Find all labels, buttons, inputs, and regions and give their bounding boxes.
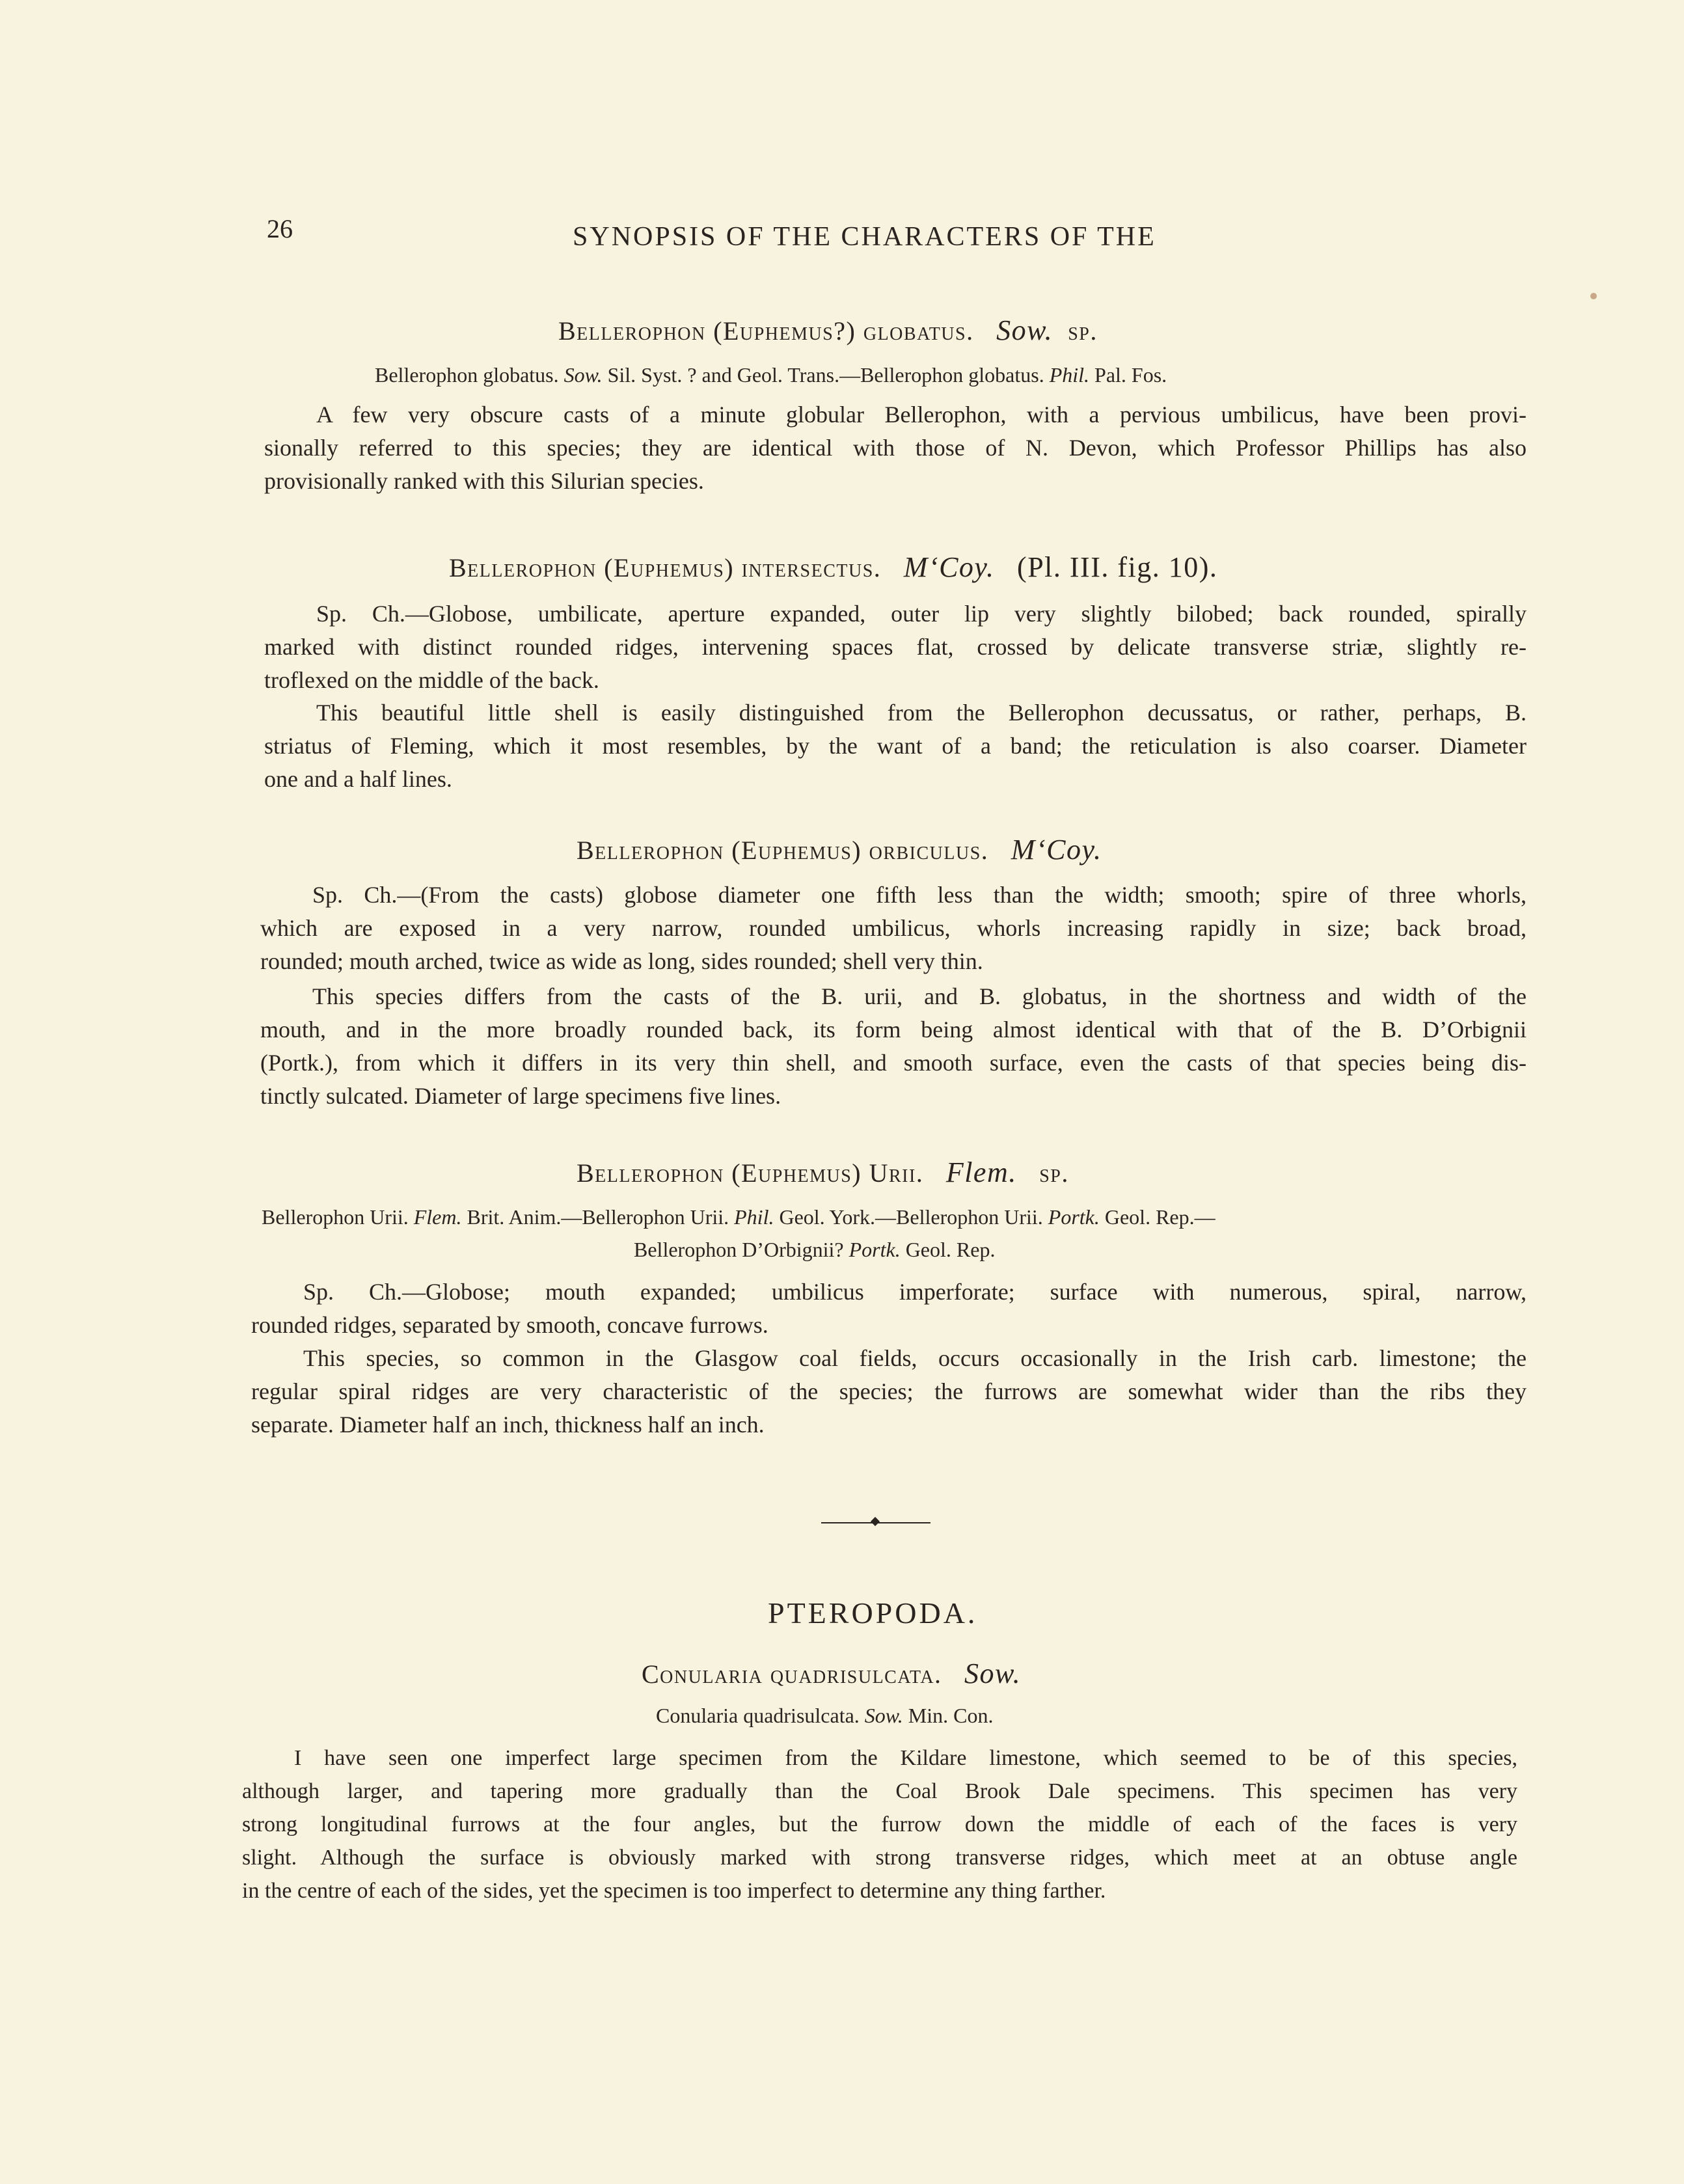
text-line: tinctly sulcated. Diameter of large specimens five lines. xyxy=(260,1083,781,1109)
text-line: rounded; mouth arched, twice as wide as long, sides rounded; shell very thin. xyxy=(260,948,983,974)
text-line: which are exposed in a very narrow, rounded umbilicus, whorls increasing rapidly in size; back broad, xyxy=(260,915,1527,941)
species-heading-conularia xyxy=(642,1657,1021,1690)
synonym-text: Conularia quadrisulcata. xyxy=(656,1704,865,1727)
section-title: PTEROPODA. xyxy=(768,1596,978,1630)
synonym-author: Flem. xyxy=(413,1205,462,1229)
synonym-author: Phil. xyxy=(734,1205,774,1229)
page-blemish xyxy=(1590,293,1597,299)
species-name: Bellerophon (Euphemus?) globatus. xyxy=(558,316,974,346)
paragraph xyxy=(251,1276,1527,1342)
synonymy-urii xyxy=(262,1205,1215,1229)
text-line: mouth, and in the more broadly rounded back, its form being almost identical with that of the B. D’Orbignii xyxy=(260,1017,1527,1043)
running-head: SYNOPSIS OF THE CHARACTERS OF THE xyxy=(573,222,1156,252)
text-line: Sp. Ch.—Globose, umbilicate, aperture expanded, outer lip very slightly bilobed; back rounded, spirally xyxy=(316,601,1527,627)
text-line: (Portk.), from which it differs in its very thin shell, and smooth surface, even the casts of that species being dis- xyxy=(260,1050,1527,1076)
species-author: Sow. xyxy=(964,1658,1022,1689)
text-line: slight. Although the surface is obviously marked with strong transverse ridges, which meet at an obtuse angle xyxy=(242,1846,1517,1870)
synonymy-globatus xyxy=(375,363,1167,387)
synonym-text: Geol. Rep. xyxy=(900,1238,996,1261)
species-name: Conularia quadrisulcata. xyxy=(642,1659,942,1689)
species-name: Bellerophon (Euphemus) intersectus. xyxy=(449,553,882,582)
species-name: Bellerophon (Euphemus) Urii. xyxy=(577,1158,924,1188)
species-heading-urii xyxy=(577,1156,1069,1189)
synonym-text: Bellerophon Urii. xyxy=(262,1205,414,1229)
paragraph xyxy=(264,398,1527,498)
synonym-author: Portk. xyxy=(1048,1205,1100,1229)
text-line: striatus of Fleming, which it most resembles, by the want of a band; the reticulation is also coarser. Diameter xyxy=(264,733,1527,759)
text-line: This species, so common in the Glasgow coal fields, occurs occasionally in the Irish carb. limestone; the xyxy=(303,1345,1527,1371)
synonym-text: Brit. Anim.—Bellerophon Urii. xyxy=(461,1205,735,1229)
text-line: in the centre of each of the sides, yet the specimen is too imperfect to determine any thing farther. xyxy=(242,1879,1106,1903)
species-author: M‘Coy. xyxy=(1011,834,1102,866)
synonym-text: Pal. Fos. xyxy=(1089,363,1167,387)
synonymy-conularia xyxy=(656,1704,993,1728)
text-line: I have seen one imperfect large specimen from the Kildare limestone, which seemed to be of this species, xyxy=(294,1746,1517,1770)
paragraph xyxy=(251,1342,1527,1441)
species-name: Bellerophon (Euphemus) orbiculus. xyxy=(577,836,989,865)
text-line: provisionally ranked with this Silurian species. xyxy=(264,468,704,494)
species-heading-globatus xyxy=(558,314,1098,347)
synonym-text: Bellerophon globatus. xyxy=(375,363,564,387)
page-number: 26 xyxy=(267,214,293,243)
species-author: Flem. xyxy=(945,1156,1017,1188)
synonym-text: Min. Con. xyxy=(903,1704,994,1727)
paragraph xyxy=(264,597,1527,697)
species-heading-orbiculus xyxy=(577,833,1102,866)
synonym-author: Phil. xyxy=(1049,363,1090,387)
text-line: troflexed on the middle of the back. xyxy=(264,667,599,693)
text-line: Sp. Ch.—Globose; mouth expanded; umbilicus imperforate; surface with numerous, spiral, narrow, xyxy=(303,1279,1527,1305)
synonym-author: Sow. xyxy=(864,1704,903,1727)
synonym-text: Geol. York.—Bellerophon Urii. xyxy=(774,1205,1048,1229)
text-line: one and a half lines. xyxy=(264,766,452,792)
species-suffix: sp. xyxy=(1039,1158,1069,1188)
synonym-author: Portk. xyxy=(849,1238,901,1261)
plate-reference: (Pl. III. fig. 10). xyxy=(1017,551,1218,583)
synonym-text: Geol. Rep.— xyxy=(1099,1205,1215,1229)
species-author: M‘Coy. xyxy=(903,551,995,583)
synonym-text: Bellerophon D’Orbignii? xyxy=(634,1238,849,1261)
synonymy-urii-continued xyxy=(634,1238,995,1262)
text-line: Sp. Ch.—(From the casts) globose diameter one fifth less than the width; smooth; spire of three whorls, xyxy=(312,882,1527,908)
text-line: rounded ridges, separated by smooth, concave furrows. xyxy=(251,1312,768,1338)
synonym-author: Sow. xyxy=(564,363,603,387)
text-line: marked with distinct rounded ridges, intervening spaces flat, crossed by delicate transverse striæ, slightly re- xyxy=(264,634,1527,660)
divider-ornament xyxy=(871,1517,880,1526)
paragraph xyxy=(242,1741,1517,1907)
paragraph xyxy=(264,696,1527,796)
text-line: This species differs from the casts of the B. urii, and B. globatus, in the shortness and width of the xyxy=(312,983,1527,1009)
paragraph xyxy=(260,980,1527,1113)
text-line: This beautiful little shell is easily distinguished from the Bellerophon decussatus, or rather, perhaps, B. xyxy=(316,700,1527,726)
synonym-text: Sil. Syst. ? and Geol. Trans.—Bellerophon globatus. xyxy=(602,363,1050,387)
species-heading-intersectus xyxy=(449,551,1217,584)
text-line: although larger, and tapering more gradually than the Coal Brook Dale specimens. This specimen has very xyxy=(242,1779,1517,1803)
text-line: sionally referred to this species; they are identical with those of N. Devon, which Professor Phillips has also xyxy=(264,435,1527,461)
text-line: separate. Diameter half an inch, thickness half an inch. xyxy=(251,1412,765,1438)
species-author: Sow. xyxy=(996,314,1053,346)
paragraph xyxy=(260,879,1527,978)
text-line: strong longitudinal furrows at the four angles, but the furrow down the middle of each of the faces is very xyxy=(242,1812,1517,1836)
text-line: A few very obscure casts of a minute globular Bellerophon, with a pervious umbilicus, have been provi- xyxy=(316,402,1527,428)
text-line: regular spiral ridges are very characteristic of the species; the furrows are somewhat wider than the ribs they xyxy=(251,1378,1527,1404)
species-suffix: sp. xyxy=(1068,316,1098,346)
